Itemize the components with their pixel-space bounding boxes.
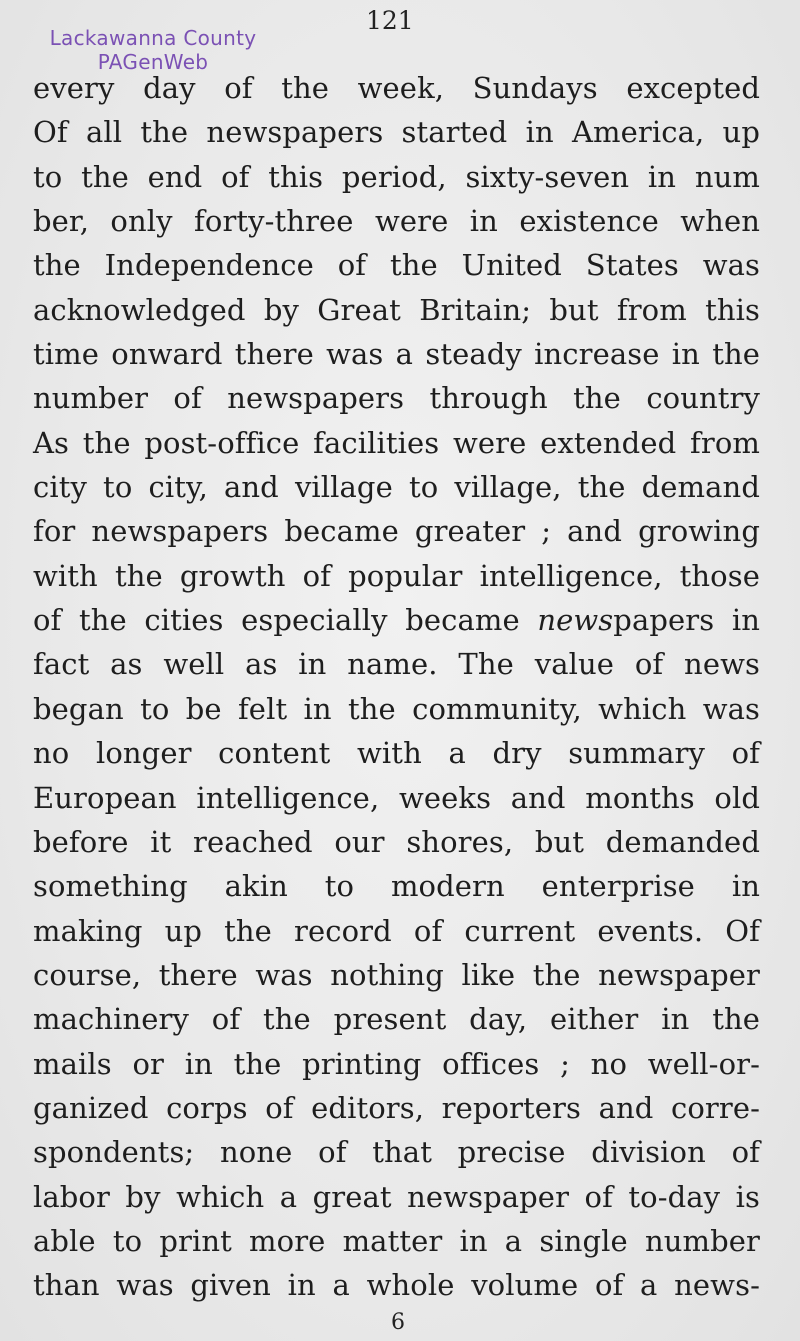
body-text [33,66,760,1308]
text-line: spondents; none of that precise division of [33,1135,760,1170]
text-line: city to city, and village to village, the demand [33,470,760,505]
text-line: ganized corps of editors, reporters and corre- [33,1090,760,1125]
text-line: able to print more matter in a single number [33,1223,760,1258]
text-line: fact as well as in name. The value of news [33,647,760,682]
watermark-line-1: Lackawanna County [49,26,257,50]
text-line: machinery of the present day, either in the [33,1002,760,1037]
italic-emphasis: news [537,603,614,638]
text-line: for newspapers became greater ; and growing [33,514,760,549]
text-line: with the growth of popular intelligence, those [33,558,760,593]
text-line: European intelligence, weeks and months old [33,780,760,815]
text-line: making up the record of current events. Of [33,913,760,948]
text-line: every day of the week, Sundays excepted [33,71,760,105]
text-line: no longer content with a dry summary of [33,736,760,771]
signature-mark: 6 [391,1310,405,1335]
text-line: began to be felt in the community, which was [33,691,760,726]
text-line: Of all the newspapers started in America, up [33,115,760,150]
text-line: course, there was nothing like the newspaper [33,957,760,992]
text-line: before it reached our shores, but demanded [33,824,760,859]
text-line: to the end of this period, sixty-seven in num [33,159,760,194]
text-line: number of newspapers through the country [33,381,760,416]
watermark-line-2: PAGenWeb [97,50,209,74]
text-line: the Independence of the United States was [33,248,760,283]
text-line: something akin to modern enterprise in [33,869,760,904]
text-line: time onward there was a steady increase in the [33,337,760,372]
text-line-italic-word [33,598,760,642]
text-line: labor by which a great newspaper of to-day is [33,1179,760,1214]
text-line: ber, only forty-three were in existence when [33,204,760,239]
text-line: than was given in a whole volume of a news- [33,1268,760,1303]
text-segment: papers in [613,603,760,638]
page-number: 121 [366,6,414,35]
text-line: mails or in the printing offices ; no well-or- [33,1046,760,1081]
text-segment: of the cities especially became [33,603,538,638]
text-line: acknowledged by Great Britain; but from this [33,292,760,327]
text-line: As the post-office facilities were extended from [33,425,760,460]
